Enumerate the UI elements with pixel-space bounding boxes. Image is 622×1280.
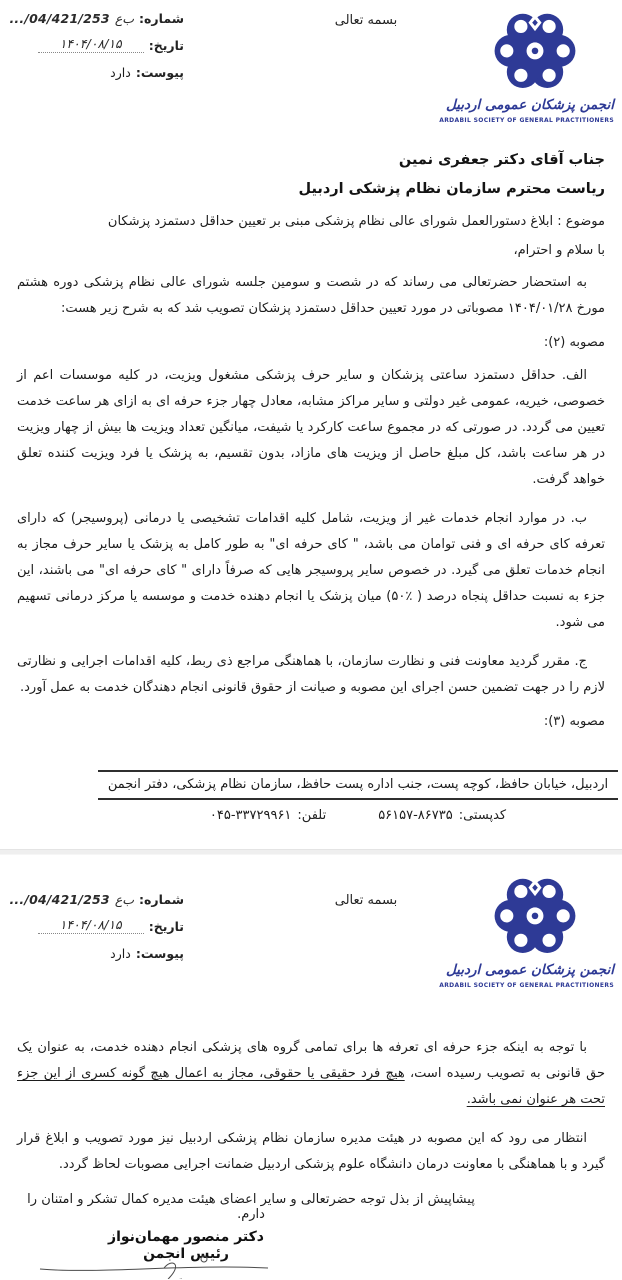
- org-name-english: ARDABIL SOCIETY OF GENERAL PRACTITIONERS: [439, 117, 614, 124]
- postal-code-item: [378, 808, 506, 823]
- postal-code-value: ۵۶۱۵۷-۸۶۷۳۵: [378, 808, 453, 823]
- letter-date-label: تاریخ:: [148, 919, 184, 934]
- phone-value: ۰۴۵-۳۳۷۲۹۹۶۱: [209, 808, 292, 823]
- intro-paragraph: به استحضار حضرتعالی می رساند که در شصت و سومین جلسه شورای عالی نظام پزشکی دوره هشتم مورخ ‪۱۴۰۴/۰۱/۲۸‬ مصوباتی در مورد تعیین حداقل دستمزد پزشکان تصویب شد که به شرح زیر هست:: [17, 275, 605, 316]
- signer-name: دکتر منصور مهمان‌نواز: [108, 1229, 264, 1245]
- letter-body-page2: [17, 1035, 605, 1222]
- letter-number-value: .../04/421/253: [9, 11, 110, 26]
- letterhead-meta: [9, 8, 184, 89]
- org-logo-icon: [488, 867, 582, 961]
- org-logo-icon: [488, 2, 582, 96]
- letter-attachment-row: [16, 62, 184, 80]
- letter-number-row: [9, 8, 184, 26]
- org-name-persian: انجمن پزشکان عمومی اردبیل: [445, 97, 614, 113]
- letter-number-value: .../04/421/253: [9, 892, 110, 907]
- signature-scribble-icon: [36, 1255, 276, 1279]
- directive-underlined-text: هیچ فرد حقیقی یا حقوقی، مجاز به اعمال هیچ گونه کسری از این جزء تحت هر عنوان نمی باشد.: [17, 1066, 605, 1107]
- phone-label: تلفن:: [297, 808, 327, 823]
- letter-date-row: [16, 35, 184, 53]
- office-address: اردبیل، خیابان حافظ، کوچه پست، جنب اداره پست حافظ، سازمان نظام پزشکی، دفتر انجمن: [98, 770, 618, 800]
- letter-number-label: شماره:: [139, 892, 184, 907]
- letterhead-meta: [9, 889, 184, 970]
- besmellah-text: بسمه تعالی: [334, 893, 398, 908]
- directive-paragraph: [17, 1035, 605, 1113]
- footer-contact-box: [98, 770, 618, 823]
- recipient-name: جناب آقای دکتر جعفری نمین: [398, 152, 605, 168]
- letter-number-row: [9, 889, 184, 907]
- recipient-title: ریاست محترم سازمان نظام پزشکی اردبیل: [298, 181, 605, 197]
- letter-date-value: ۱۴۰۴/۰۸/۱۵: [59, 36, 122, 51]
- letter-number-letters: ب‌ع: [114, 892, 135, 907]
- postal-code-label: کدپستی:: [458, 808, 507, 823]
- letter-attachment-row: [16, 943, 184, 961]
- letter-attachment-value: دارد: [110, 65, 131, 80]
- letter-page-2: [0, 855, 622, 1280]
- clause-a-paragraph: الف. حداقل دستمزد ساعتی پزشکان و سایر حرف پزشکی مشغول ویزیت، در کلیه موسسات اعم از خصوصی، خیریه، عمومی غیر دولتی و سایر مراکز مشابه، معادل چهار جزء حرفه ای به ازای هر ساعت خدمت تعیین می گردد. در صورتی که در مجموع ساعت کارکرد یا شیفت، میانگین تعداد ویزیت ها بیش از چهار ویزیت در هر ساعت باشد، کل مبلغ حاصل از ویزیت های مازاد، بدون تقسیم، به پزشک یا فرد ویزیت کننده تعلق خواهد گرفت.: [17, 368, 605, 487]
- letter-date-row: [16, 916, 184, 934]
- letter-attachment-value: دارد: [110, 946, 131, 961]
- resolution-2-heading: مصوبه (۲):: [543, 335, 605, 350]
- letter-date-value: ۱۴۰۴/۰۸/۱۵: [59, 917, 122, 932]
- org-logo-block: [439, 2, 614, 124]
- resolution-3-heading: مصوبه (۳):: [543, 714, 605, 729]
- letter-body-page1: [17, 152, 605, 742]
- directive-text: با توجه به اینکه جزء حرفه ای تعرفه ها برای تمامی گروه های پزشکی انجام دهنده خدمت، به عنوان یک حق قانونی به تصویب رسیده است،: [17, 1040, 605, 1081]
- followup-paragraph: انتظار می رود که این مصوبه در هیئت مدیره سازمان نظام پزشکی اردبیل نیز مورد تصویب و ابلاغ قرار گیرد و با هماهنگی با معاونت درمان دانشگاه علوم پزشکی اردبیل ضمانت اجرایی مصوبات لحاظ گردد.: [17, 1131, 605, 1172]
- subject-line: موضوع : ابلاغ دستورالعمل شورای عالی نظام پزشکی مبنی بر تعیین حداقل دستمزد پزشکان: [107, 214, 605, 229]
- footer-contact-row: [98, 800, 618, 823]
- signer-title: رئیس انجمن: [143, 1246, 229, 1262]
- clause-c-paragraph: ج. مقرر گردید معاونت فنی و نظارت سازمان، با هماهنگی مراجع ذی ربط، کلیه اقدامات اجرایی و نظارتی لازم را در جهت تضمین حسن اجرای این مصوبه و صیانت از حقوق قانونی انجام دهندگان خدمت به عمل آورد.: [17, 654, 605, 695]
- thanks-paragraph: پیشاپیش از بذل توجه حضرتعالی و سایر اعضای هیئت مدیره کمال تشکر و امتنان را دارم.: [27, 1192, 475, 1222]
- org-name-persian: انجمن پزشکان عمومی اردبیل: [445, 962, 614, 978]
- letter-date-label: تاریخ:: [148, 38, 184, 53]
- phone-item: [210, 808, 326, 823]
- clause-b-paragraph: ب. در موارد انجام خدمات غیر از ویزیت، شامل کلیه اقدامات تشخیصی یا درمانی (پروسیجر) که دارای تعرفه کای حرفه ای و فنی توامان می باشد، " کای حرفه ای" به طور کامل به پزشک یا سایر حرف مجاز به انجام خدمات تعلق می گیرد. در خصوص سایر پروسیجر هایی که صرفاً دارای " کای حرفه ای" می باشند، این جزء به نسبت حداقل پنجاه درصد ( ‪۵۰٪‬) میان پزشک یا انجام دهنده خدمت و موسسه یا مرکز درمانی تسهیم می شود.: [17, 511, 605, 630]
- org-logo-block: [439, 867, 614, 989]
- besmellah-text: بسمه تعالی: [334, 13, 398, 28]
- org-name-english: ARDABIL SOCIETY OF GENERAL PRACTITIONERS: [439, 982, 614, 989]
- letter-attachment-label: پیوست:: [135, 946, 184, 961]
- letter-number-label: شماره:: [139, 11, 184, 26]
- letter-number-letters: ب‌ع: [114, 11, 135, 26]
- letter-attachment-label: پیوست:: [135, 65, 184, 80]
- salutation-line: با سلام و احترام،: [513, 243, 605, 258]
